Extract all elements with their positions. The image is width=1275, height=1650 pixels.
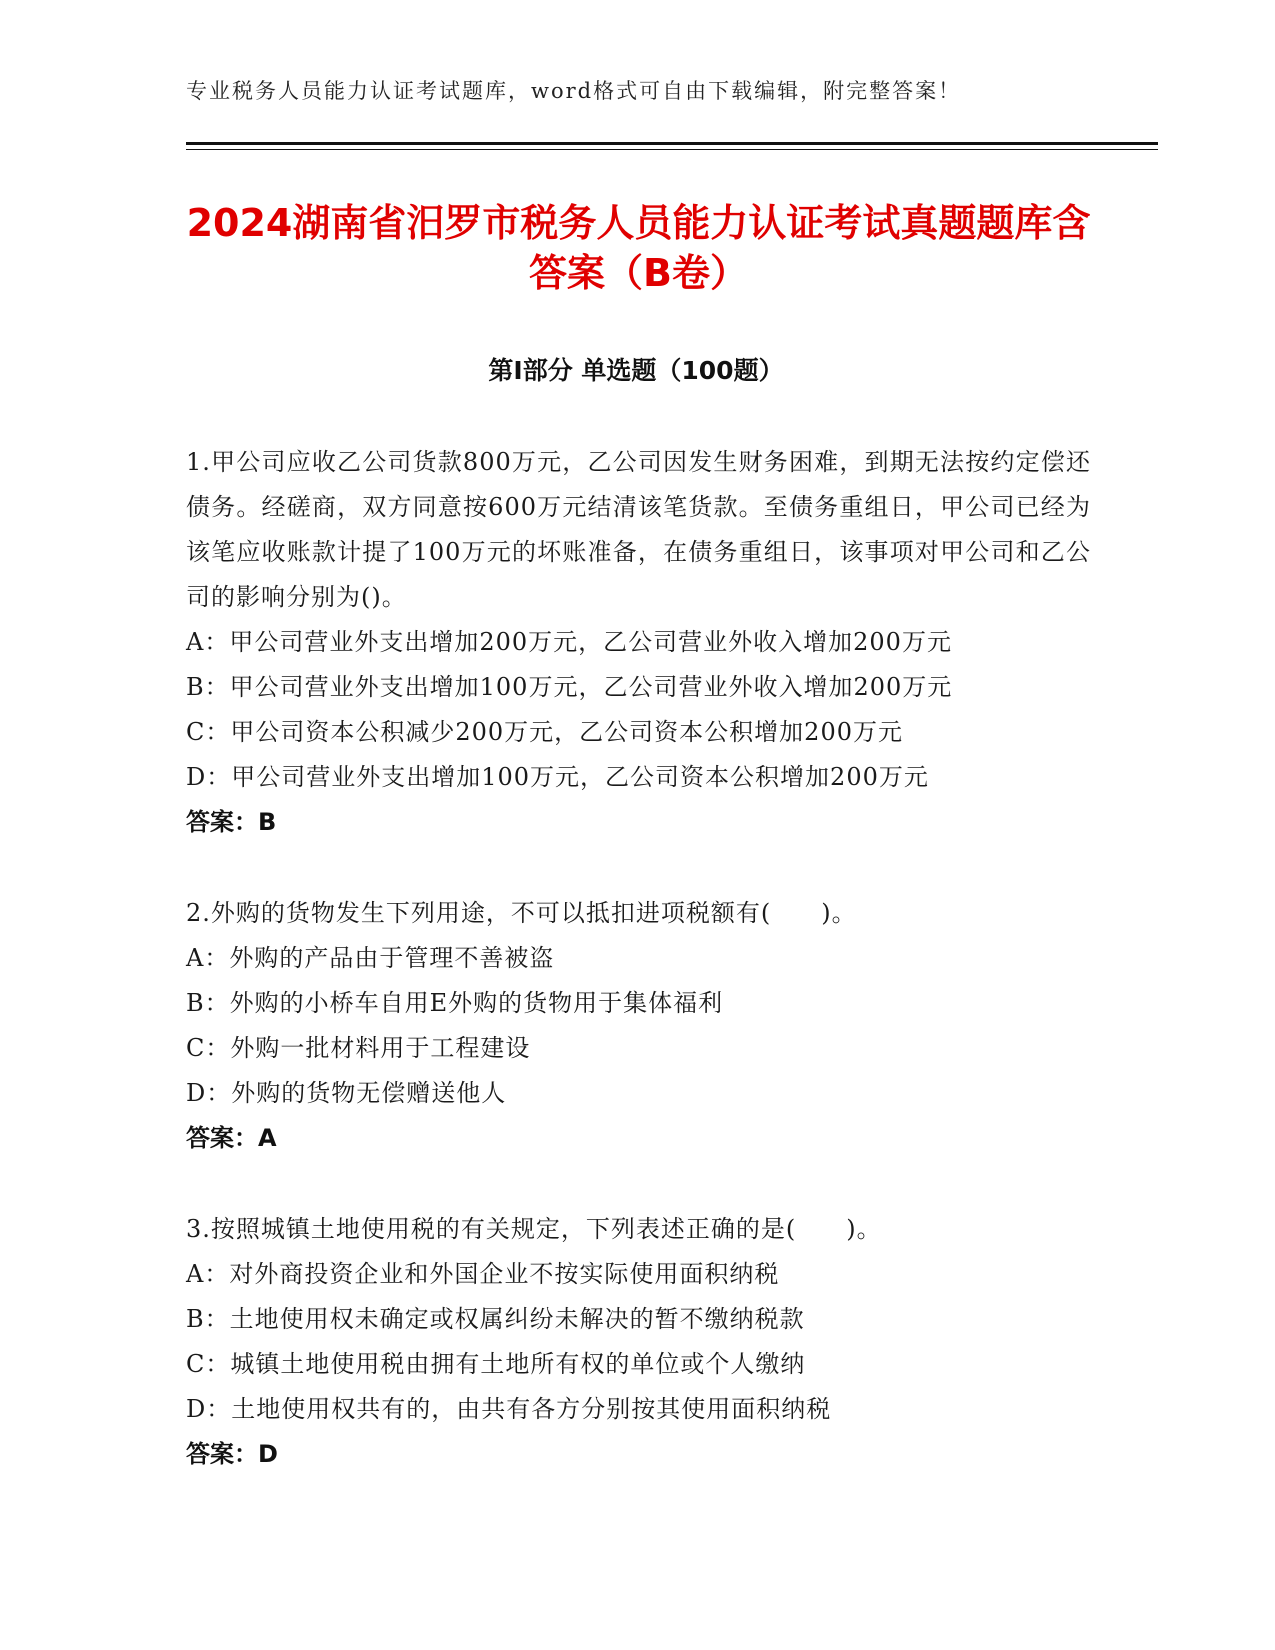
option-a: A：对外商投资企业和外国企业不按实际使用面积纳税 xyxy=(186,1260,780,1288)
option-d: D：土地使用权共有的，由共有各方分别按其使用面积纳税 xyxy=(186,1395,832,1423)
option-d: D：甲公司营业外支出增加100万元，乙公司资本公积增加200万元 xyxy=(186,763,929,791)
question-2 xyxy=(186,891,1091,1161)
option-a: A：外购的产品由于管理不善被盗 xyxy=(186,944,555,972)
answer: 答案：B xyxy=(186,808,277,836)
question-stem: 1.甲公司应收乙公司货款800万元，乙公司因发生财务困难，到期无法按约定偿还债务。经磋商，双方同意按600万元结清该笔货款。至债务重组日，甲公司已经为该笔应收账款计提了100万元的坏账准备，在债务重组日，该事项对甲公司和乙公司的影响分别为()。 xyxy=(186,448,1091,611)
option-b: B：甲公司营业外支出增加100万元，乙公司营业外收入增加200万元 xyxy=(186,673,953,701)
section-heading: 第Ⅰ部分 单选题（100题） xyxy=(488,356,784,385)
question-3 xyxy=(186,1207,1091,1477)
option-b: B：外购的小桥车自用E外购的货物用于集体福利 xyxy=(186,989,724,1017)
option-a: A：甲公司营业外支出增加200万元，乙公司营业外收入增加200万元 xyxy=(186,628,952,656)
header-note: 专业税务人员能力认证考试题库，word格式可自由下载编辑，附完整答案！ xyxy=(186,79,962,103)
document-title: 2024湖南省汨罗市税务人员能力认证考试真题题库含答案（B卷） xyxy=(186,201,1091,295)
answer: 答案：A xyxy=(186,1124,277,1152)
option-c: C：甲公司资本公积减少200万元，乙公司资本公积增加200万元 xyxy=(186,718,903,746)
question-1 xyxy=(186,440,1091,845)
option-d: D：外购的货物无偿赠送他人 xyxy=(186,1079,507,1107)
header-rule-thick xyxy=(186,142,1158,145)
option-c: C：外购一批材料用于工程建设 xyxy=(186,1034,531,1062)
option-b: B：土地使用权未确定或权属纠纷未解决的暂不缴纳税款 xyxy=(186,1305,805,1333)
header-rule-thin xyxy=(186,149,1158,150)
question-stem: 2.外购的货物发生下列用途，不可以抵扣进项税额有( )。 xyxy=(186,899,857,927)
question-stem: 3.按照城镇土地使用税的有关规定，下列表述正确的是( )。 xyxy=(186,1215,882,1243)
option-c: C：城镇土地使用税由拥有土地所有权的单位或个人缴纳 xyxy=(186,1350,806,1378)
question-list xyxy=(186,440,1091,1523)
answer: 答案：D xyxy=(186,1440,278,1468)
